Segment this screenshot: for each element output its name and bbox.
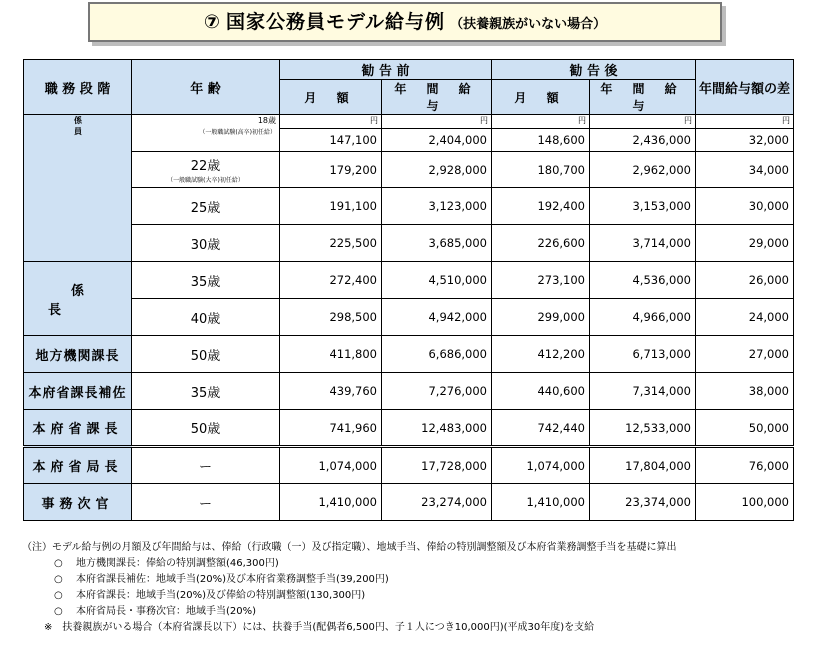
header-position: 職 務 段 階 [24, 60, 132, 115]
bullet-mark: ○ [54, 558, 63, 569]
table-row [24, 188, 794, 225]
age-label: 40歳 [132, 299, 280, 336]
after-monthly: 1,410,000 [492, 484, 590, 521]
after-monthly: 148,600 [492, 129, 590, 152]
age-note: （一般職試験(大卒)初任給） [167, 177, 244, 184]
position-label: 地方機関課長 [24, 336, 132, 373]
annual-diff: 27,000 [696, 336, 794, 373]
before-annual: 2,928,000 [382, 152, 492, 188]
note-lead: （注）モデル給与例の月額及び年間給与は、俸給（行政職（一）及び指定職）、地域手当、俸給の特別調整額及び本府省業務調整手当を基礎に算出 [22, 542, 677, 553]
header-before-monthly: 月 額 [280, 80, 382, 115]
page-title: 国家公務員モデル給与例 [226, 11, 446, 33]
after-monthly: 412,200 [492, 336, 590, 373]
age-label: 50歳 [132, 336, 280, 373]
annual-diff: 29,000 [696, 225, 794, 262]
annual-diff: 76,000 [696, 447, 794, 484]
after-monthly: 299,000 [492, 299, 590, 336]
annual-diff: 26,000 [696, 262, 794, 299]
note-star [22, 620, 812, 636]
before-annual: 3,685,000 [382, 225, 492, 262]
after-monthly: 1,074,000 [492, 447, 590, 484]
before-monthly: 411,800 [280, 336, 382, 373]
before-monthly: 1,410,000 [280, 484, 382, 521]
before-monthly: 225,500 [280, 225, 382, 262]
after-annual: 2,436,000 [590, 129, 696, 152]
age-cell [132, 115, 280, 152]
annual-diff: 30,000 [696, 188, 794, 225]
unit-label: 円 [280, 115, 382, 129]
before-annual: 23,274,000 [382, 484, 492, 521]
before-annual: 7,276,000 [382, 373, 492, 410]
star-mark: ※ [44, 622, 53, 633]
age-label: 18歳 [257, 116, 276, 125]
note-bullet-text: 本府省局長・事務次官：地域手当(20%) [76, 606, 257, 617]
table-row [24, 410, 794, 447]
after-annual: 3,153,000 [590, 188, 696, 225]
position-label: 事務次官 [24, 484, 132, 521]
position-kakariin: 係 員 [24, 115, 132, 262]
after-annual: 4,536,000 [590, 262, 696, 299]
before-monthly: 179,200 [280, 152, 382, 188]
position-label: 本府省課長 [24, 410, 132, 447]
before-monthly: 741,960 [280, 410, 382, 447]
before-annual: 4,942,000 [382, 299, 492, 336]
note-bullet-text: 地方機関課長：俸給の特別調整額(46,300円) [76, 558, 279, 569]
page-subtitle: （扶養親族がいない場合） [450, 17, 607, 32]
age-label: 50歳 [132, 410, 280, 447]
after-annual: 4,966,000 [590, 299, 696, 336]
before-annual: 6,686,000 [382, 336, 492, 373]
bullet-mark: ○ [54, 606, 63, 617]
annual-diff: 24,000 [696, 299, 794, 336]
note-bullet-text: 本府省課長補佐：地域手当(20%)及び本府省業務調整手当(39,200円) [76, 574, 389, 585]
note-star-text: 扶養親族がいる場合（本府省課長以下）には、扶養手当(配偶者6,500円、子１人につき10,000円)(平成30年度)を支給 [62, 622, 595, 633]
after-annual: 3,714,000 [590, 225, 696, 262]
age-label: ー [132, 484, 280, 521]
table-row [24, 484, 794, 521]
annual-diff: 50,000 [696, 410, 794, 447]
before-monthly: 272,400 [280, 262, 382, 299]
table-row [24, 225, 794, 262]
age-label: 35歳 [132, 373, 280, 410]
header-diff: 年間給与額の差 [696, 60, 794, 115]
age-label: 22歳 [190, 159, 221, 174]
age-label: 35歳 [132, 262, 280, 299]
header-after: 勧 告 後 [492, 60, 696, 80]
after-monthly: 742,440 [492, 410, 590, 447]
after-annual: 23,374,000 [590, 484, 696, 521]
annual-diff: 32,000 [696, 129, 794, 152]
header-before: 勧 告 前 [280, 60, 492, 80]
position-label: 本府省課長補佐 [24, 373, 132, 410]
after-annual: 17,804,000 [590, 447, 696, 484]
note-bullet [22, 588, 812, 604]
annual-diff: 100,000 [696, 484, 794, 521]
header-age: 年 齢 [132, 60, 280, 115]
table-row [24, 336, 794, 373]
annual-diff: 38,000 [696, 373, 794, 410]
title-number: ⑦ [203, 11, 221, 33]
before-monthly: 439,760 [280, 373, 382, 410]
table-row [24, 262, 794, 299]
header-before-annual: 年 間 給 与 [382, 80, 492, 115]
age-label: 25歳 [132, 188, 280, 225]
unit-label: 円 [382, 115, 492, 129]
unit-label: 円 [492, 115, 590, 129]
table-row [24, 299, 794, 336]
after-annual: 6,713,000 [590, 336, 696, 373]
salary-table [23, 59, 794, 521]
header-after-monthly: 月 額 [492, 80, 590, 115]
before-monthly: 191,100 [280, 188, 382, 225]
after-annual: 12,533,000 [590, 410, 696, 447]
unit-label: 円 [590, 115, 696, 129]
before-monthly: 147,100 [280, 129, 382, 152]
before-annual: 4,510,000 [382, 262, 492, 299]
before-annual: 3,123,000 [382, 188, 492, 225]
note-bullet [22, 604, 812, 620]
bullet-mark: ○ [54, 574, 63, 585]
age-label: ー [132, 447, 280, 484]
annual-diff: 34,000 [696, 152, 794, 188]
note-bullet [22, 556, 812, 572]
before-monthly: 1,074,000 [280, 447, 382, 484]
notes [22, 540, 812, 636]
after-annual: 7,314,000 [590, 373, 696, 410]
before-monthly: 298,500 [280, 299, 382, 336]
header-after-annual: 年 間 給 与 [590, 80, 696, 115]
age-note: （一般職試験(高卒)初任給） [199, 129, 276, 136]
after-annual: 2,962,000 [590, 152, 696, 188]
bullet-mark: ○ [54, 590, 63, 601]
age-label: 30歳 [132, 225, 280, 262]
age-cell [132, 152, 280, 188]
after-monthly: 440,600 [492, 373, 590, 410]
position-kakaricho: 係 長 [24, 262, 132, 336]
table-row [24, 447, 794, 484]
before-annual: 2,404,000 [382, 129, 492, 152]
table-row [24, 373, 794, 410]
unit-label: 円 [696, 115, 794, 129]
after-monthly: 273,100 [492, 262, 590, 299]
title-box [88, 2, 722, 42]
after-monthly: 192,400 [492, 188, 590, 225]
before-annual: 12,483,000 [382, 410, 492, 447]
after-monthly: 180,700 [492, 152, 590, 188]
before-annual: 17,728,000 [382, 447, 492, 484]
note-bullet-text: 本府省課長：地域手当(20%)及び俸給の特別調整額(130,300円) [76, 590, 366, 601]
note-bullet [22, 572, 812, 588]
position-label: 本府省局長 [24, 447, 132, 484]
table-row [24, 152, 794, 188]
after-monthly: 226,600 [492, 225, 590, 262]
